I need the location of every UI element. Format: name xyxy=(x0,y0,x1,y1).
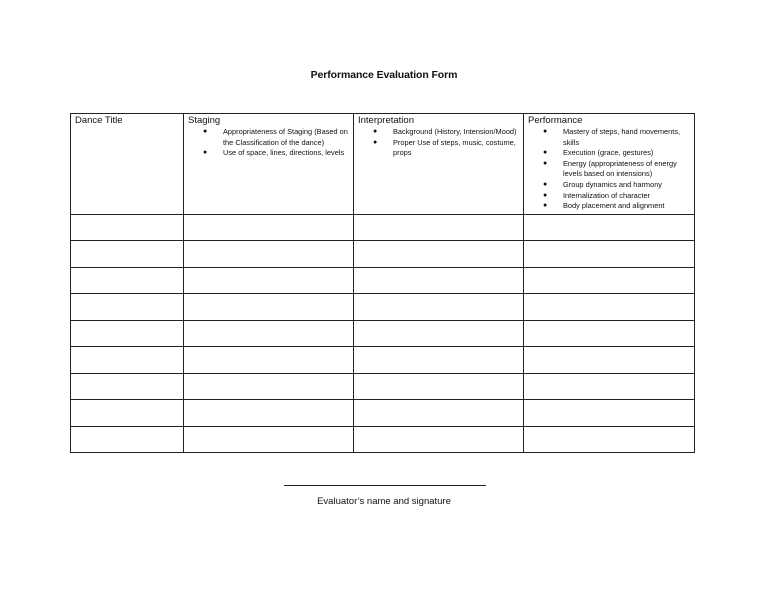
column-label: Dance Title xyxy=(75,115,123,126)
bullet-icon: ● xyxy=(543,202,548,210)
evaluation-table xyxy=(70,113,695,453)
bullet-icon: ● xyxy=(373,128,378,135)
criteria-item: ● Internalization of character xyxy=(543,190,651,200)
criteria-item: ● Energy (appropriateness of energy levels based on intensions) xyxy=(543,158,677,179)
criteria-item: ● Mastery of steps, hand movements, skills xyxy=(543,127,681,147)
signature-label: Evaluator’s name and signature xyxy=(317,496,451,507)
table-row xyxy=(71,320,695,347)
table-row xyxy=(71,214,695,241)
table-cell[interactable] xyxy=(184,267,354,294)
table-row xyxy=(71,241,695,268)
table-cell[interactable] xyxy=(184,347,354,374)
table-cell[interactable] xyxy=(524,267,695,294)
table-row xyxy=(71,267,695,294)
criteria-list xyxy=(184,127,353,161)
table-cell[interactable] xyxy=(71,241,184,268)
criteria-item: ● Use of space, lines, directions, levels xyxy=(203,148,345,158)
table-cell[interactable] xyxy=(354,294,524,321)
table-cell[interactable] xyxy=(184,320,354,347)
table-cell[interactable] xyxy=(71,267,184,294)
column-label: Staging xyxy=(188,115,221,126)
column-dance-title xyxy=(71,114,184,215)
table-cell[interactable] xyxy=(524,373,695,400)
column-staging xyxy=(184,114,354,215)
table-cell[interactable] xyxy=(184,400,354,427)
column-performance xyxy=(524,114,695,215)
table-cell[interactable] xyxy=(71,400,184,427)
table-cell[interactable] xyxy=(524,426,695,453)
criteria-item: ● Execution (grace, gestures) xyxy=(543,148,654,158)
bullet-icon: ● xyxy=(203,149,208,157)
table-cell[interactable] xyxy=(71,320,184,347)
table-cell[interactable] xyxy=(354,320,524,347)
table-cell[interactable] xyxy=(354,241,524,268)
table-row xyxy=(71,426,695,453)
table-cell[interactable] xyxy=(184,214,354,241)
table-cell[interactable] xyxy=(524,320,695,347)
criteria-item: ● Group dynamics and harmony xyxy=(543,179,663,189)
table-cell[interactable] xyxy=(354,400,524,427)
table-cell[interactable] xyxy=(184,426,354,453)
table-cell[interactable] xyxy=(184,241,354,268)
table-cell[interactable] xyxy=(524,347,695,374)
table-cell[interactable] xyxy=(354,214,524,241)
blank-rows xyxy=(71,214,695,453)
bullet-icon: ● xyxy=(543,149,548,157)
table-cell[interactable] xyxy=(71,347,184,374)
table-cell[interactable] xyxy=(354,347,524,374)
table-cell[interactable] xyxy=(71,426,184,453)
table-cell[interactable] xyxy=(524,400,695,427)
table-cell[interactable] xyxy=(71,294,184,321)
column-label: Performance xyxy=(528,115,583,126)
table-cell[interactable] xyxy=(524,241,695,268)
table-cell[interactable] xyxy=(184,373,354,400)
criteria-item: ● Body placement and alignment xyxy=(543,201,665,211)
table-cell[interactable] xyxy=(354,373,524,400)
table-cell[interactable] xyxy=(184,294,354,321)
table-row xyxy=(71,294,695,321)
criteria-item: ● Background (History, Intension/Mood) xyxy=(373,127,517,136)
criteria-list xyxy=(524,127,694,214)
header-row xyxy=(71,114,695,215)
table-cell[interactable] xyxy=(524,214,695,241)
bullet-icon: ● xyxy=(543,159,548,167)
bullet-icon: ● xyxy=(203,128,208,135)
table-row xyxy=(71,373,695,400)
criteria-item: ● Proper Use of steps, music, costume, props xyxy=(373,137,516,158)
bullet-icon: ● xyxy=(543,191,548,199)
form-title: Performance Evaluation Form xyxy=(310,69,458,81)
bullet-icon: ● xyxy=(543,180,548,188)
table-row xyxy=(71,400,695,427)
table-cell[interactable] xyxy=(71,373,184,400)
bullet-icon: ● xyxy=(373,138,378,146)
criteria-list xyxy=(354,127,523,161)
column-interpretation xyxy=(354,114,524,215)
table-cell[interactable] xyxy=(524,294,695,321)
criteria-item: ● Appropriateness of Staging (Based on the Classification of the dance) xyxy=(203,127,348,147)
signature-line[interactable] xyxy=(284,485,486,486)
table-cell[interactable] xyxy=(354,267,524,294)
table-row xyxy=(71,347,695,374)
bullet-icon: ● xyxy=(543,128,548,135)
column-label: Interpretation xyxy=(358,115,414,126)
table-cell[interactable] xyxy=(71,214,184,241)
table-cell[interactable] xyxy=(354,426,524,453)
